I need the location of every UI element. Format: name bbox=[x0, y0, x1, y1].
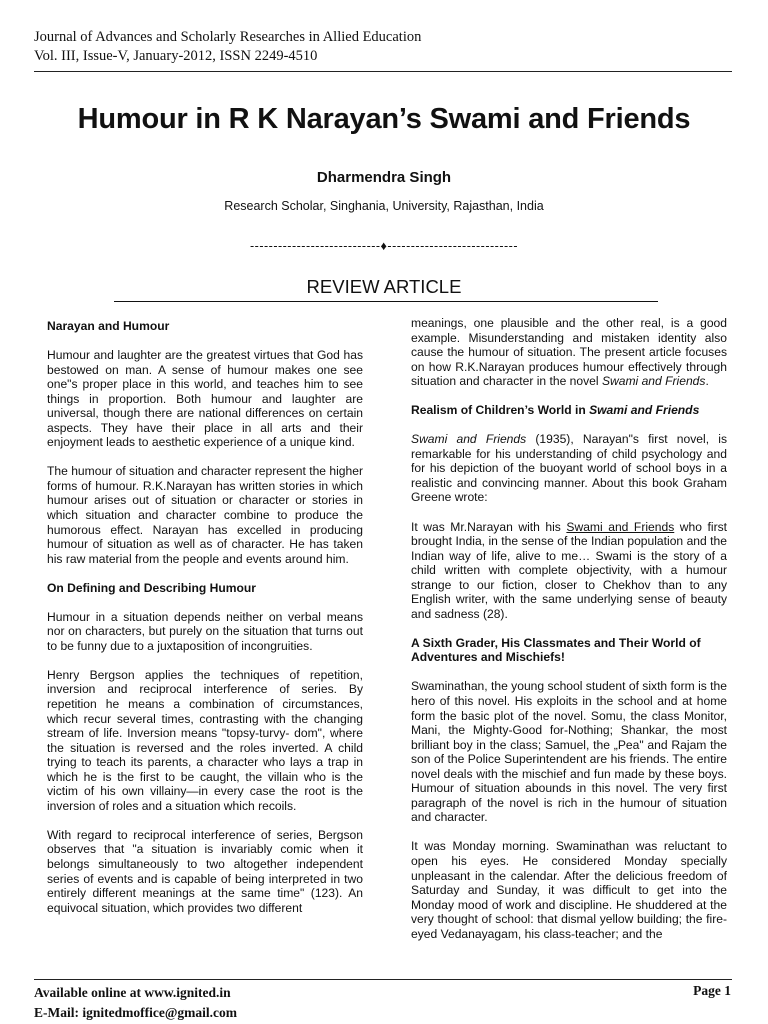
text-run: (1935), Narayan"s first novel, is remarkable for his understanding of child psychology and for his depiction of the buoyant world of school boys in a realistic and convincing manner. About this book Graham Greene wrote: bbox=[411, 432, 727, 505]
article-type-rule bbox=[114, 301, 658, 302]
article-type: REVIEW ARTICLE bbox=[306, 276, 462, 297]
text-run: who first brought India, in the sense of the Indian population and the Indian way of life, alive to me… Swami is the story of a child written with complete objectivity, with a humour strange to our fiction, closer to Chekhov than to any English writer, with the same underlying sense of beauty and sadness (28). bbox=[411, 519, 728, 621]
paragraph: With regard to reciprocal interference of series, Bergson observes that "a situation is invariably comic when it belongs simultaneously to two altogether independent series of events and is capable of being interpreted in two entirely different meanings at the same time" (123). An equivocal situation, which provides two different bbox=[47, 827, 363, 915]
heading-defining-humour: On Defining and Describing Humour bbox=[47, 580, 256, 595]
text-run: Realism of Children’s World in bbox=[411, 403, 590, 418]
quotation bbox=[411, 520, 727, 622]
book-title: Swami and Friends bbox=[589, 403, 700, 418]
text-run: It was Mr.Narayan with his bbox=[411, 519, 567, 534]
book-title: Swami and Friends bbox=[601, 374, 706, 389]
paragraph: It was Monday morning. Swaminathan was reluctant to open his eyes. He considered Monday specially unpleasant in the calendar. After the delicious freedom of Saturday and Sunday, it was difficult to get into the Monday mood of work and discipline. He shuddered at the very thought of school: that dismal yellow building; the fire- eyed Vedanayagam, his class-teacher; and the bbox=[411, 839, 727, 941]
right-column bbox=[411, 316, 727, 956]
header-rule bbox=[34, 71, 732, 72]
heading-realism bbox=[411, 403, 727, 418]
journal-header bbox=[34, 28, 421, 66]
book-title: Swami and Friends bbox=[411, 432, 527, 447]
article-author: Dharmendra Singh bbox=[316, 169, 452, 186]
page-number: Page 1 bbox=[693, 983, 731, 998]
footer-rule bbox=[34, 979, 732, 980]
journal-issue: Vol. III, Issue-V, January-2012, ISSN 2249-4510 bbox=[34, 48, 318, 64]
text-run: . bbox=[705, 374, 709, 389]
journal-name: Journal of Advances and Scholarly Researches in Allied Education bbox=[34, 29, 422, 45]
heading-sixth-grader: A Sixth Grader, His Classmates and Their World of Adventures and Mischiefs! bbox=[411, 635, 701, 665]
heading-narayan-humour: Narayan and Humour bbox=[47, 319, 170, 333]
section-divider: ----------------------------♦---------------------------- bbox=[250, 239, 518, 253]
paragraph bbox=[411, 316, 727, 389]
paragraph: Henry Bergson applies the techniques of repetition, inversion and reciprocal interference of series. By repetition he means a combination of circumstances, which recur several times, contrasting with the changing stream of life. Inversion means "topsy-turvy- dom", where the situation is reversed and the roles inverted. A child trying to teach its parents, a character who lays a trap in which he is the first to be caught, the villain who is the victim of his own villainy—in every case the root is the inversion of roles and a situation which recoils. bbox=[47, 667, 363, 813]
paragraph: Humour and laughter are the greatest virtues that God has bestowed on man. A sense of humour makes one see one"s proper place in this world, and teaches him to see things in proportion. Both humour and laughter are universal, though there are national differences on certain aspects. They have their place in all arts and their enjoyment leads to aesthetic experience of a unique kind. bbox=[47, 348, 363, 450]
author-affiliation: Research Scholar, Singhania, University, Rajasthan, India bbox=[224, 199, 544, 213]
paragraph: Humour in a situation depends neither on verbal means nor on characters, but purely on the situation that turns out to be funny due to a juxtaposition of incongruities. bbox=[47, 609, 363, 653]
paragraph bbox=[411, 432, 727, 505]
footer-website: Available online at www.ignited.in bbox=[34, 985, 231, 1000]
book-title: Swami and Friends bbox=[566, 519, 675, 534]
left-column bbox=[47, 316, 363, 930]
paragraph: The humour of situation and character represent the higher forms of humour. R.K.Narayan has written stories in which humour arises out of situation or character or stories in which situation and character combine to produce the humorous effect. Narayan has excelled in producing humour of situation as well as of character. He has taken his raw material from the people and events around him. bbox=[47, 464, 363, 566]
article-title: Humour in R K Narayan’s Swami and Friends bbox=[77, 103, 691, 135]
footer-info bbox=[34, 983, 237, 1023]
paragraph: Swaminathan, the young school student of sixth form is the hero of this novel. His exploits in the school and at home form the basic plot of the novel. Somu, the class Monitor, Mani, the Mighty-Good for-Nothing; Shankar, the most brilliant boy in the class; Samuel, the „Pea" and Rajam the son of the Police Superintendent are his friends. The entire novel deals with the mischief and fun made by these boys. Humour of situation abounds in this novel. The very first paragraph of the novel is rich in the humour of situation and character. bbox=[411, 679, 727, 825]
text-run: meanings, one plausible and the other real, is a good example. Misunderstanding and mistaken identity also cause the humour of situation. The present article focuses on how R.K.Narayan produces humour effectively through situation and character in the novel bbox=[411, 316, 727, 389]
footer-email: E-Mail: ignitedmoffice@gmail.com bbox=[34, 1005, 238, 1020]
